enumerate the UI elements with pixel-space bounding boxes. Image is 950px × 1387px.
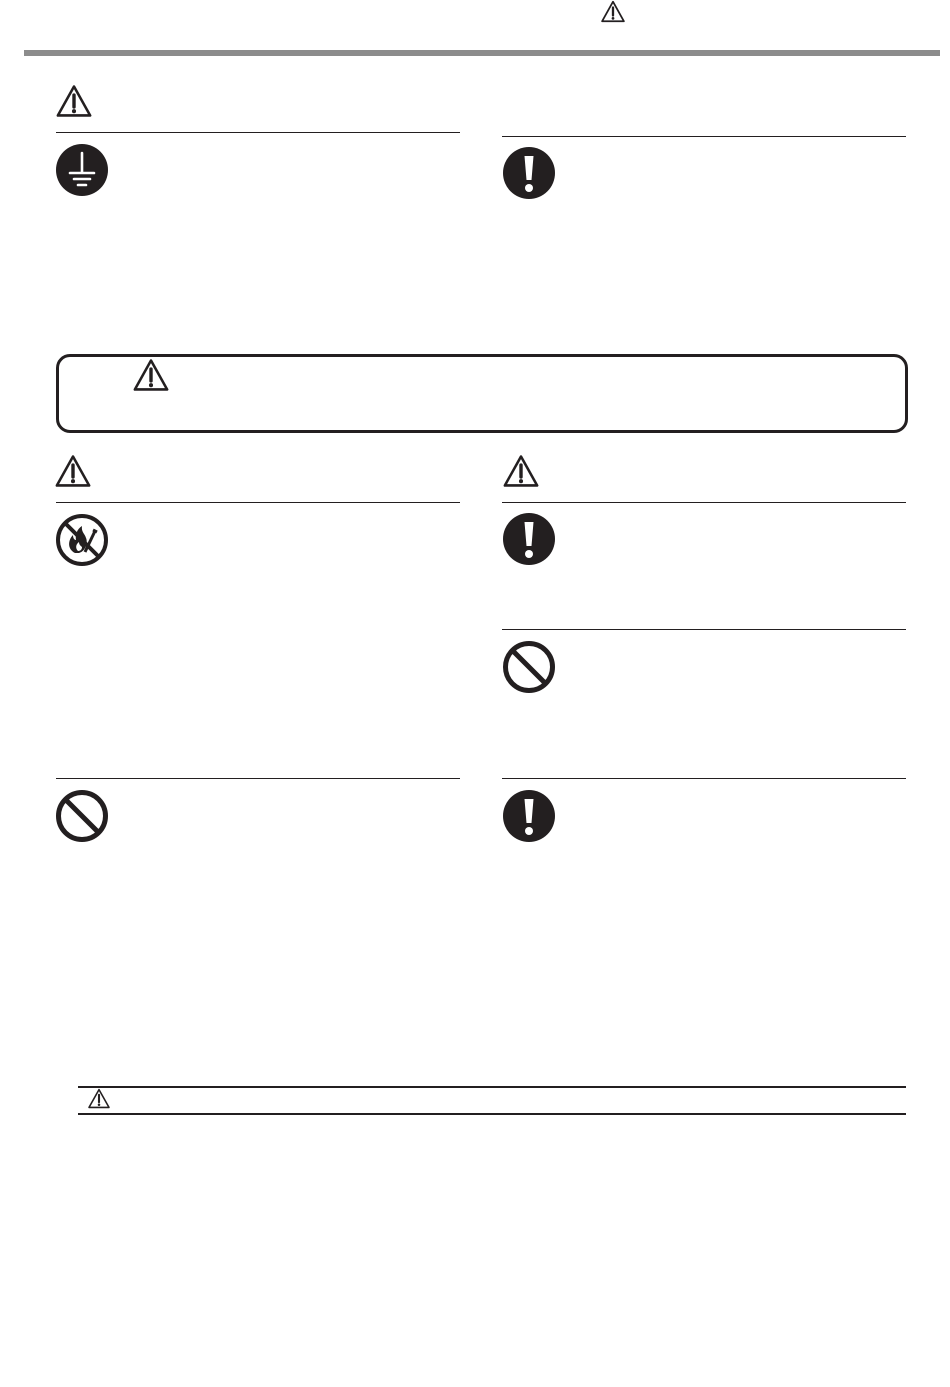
mandatory-exclamation-icon [502, 512, 556, 566]
section-divider [502, 502, 906, 503]
section-divider [502, 629, 906, 630]
callout-warning-icon [131, 358, 171, 392]
section-warning-icon [55, 84, 93, 118]
mandatory-exclamation-icon [502, 146, 556, 200]
prohibition-icon [502, 640, 556, 694]
section-divider [56, 502, 460, 503]
section-divider [56, 132, 460, 133]
mandatory-exclamation-icon [502, 789, 556, 843]
header-rule [24, 50, 940, 56]
section-warning-icon [54, 454, 92, 488]
ground-icon [55, 143, 109, 197]
prohibition-icon [55, 789, 109, 843]
section-divider [502, 778, 906, 779]
section-divider [502, 136, 906, 137]
footer-warning-icon [87, 1088, 111, 1109]
header-warning-icon [600, 0, 626, 23]
section-warning-icon [502, 454, 540, 488]
section-divider [56, 778, 460, 779]
no-open-flame-icon [55, 513, 109, 567]
footer-bar [78, 1086, 906, 1115]
callout-box [56, 354, 908, 433]
